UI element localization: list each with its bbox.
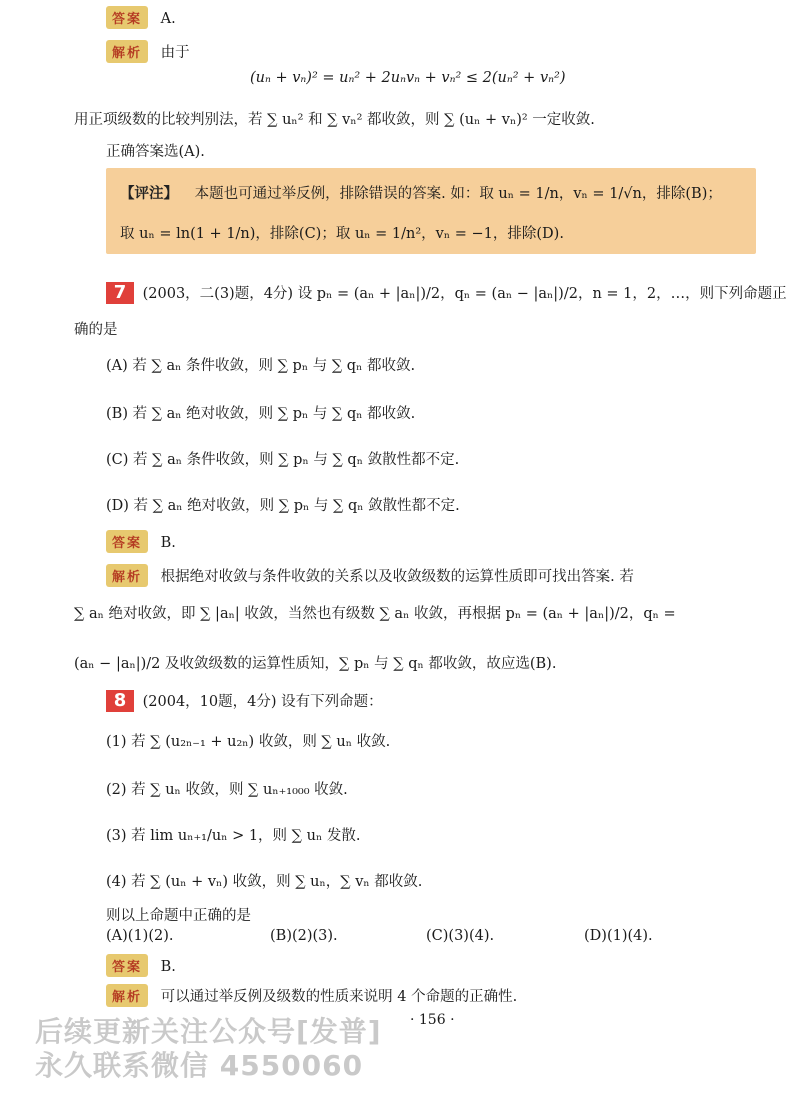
q8-prop-4: (4) 若 ∑ (uₙ + vₙ) 收敛，则 ∑ uₙ，∑ vₙ 都收敛. (106, 874, 423, 890)
note-title: 【评注】 (120, 185, 178, 202)
q7-stem: (2003，二(3)题，4分) 设 pₙ = (aₙ + |aₙ|)/2，qₙ = (aₙ − |aₙ|)/2，n = 1，2，…，则下列命题正 (142, 286, 787, 302)
q8-number: 8 (106, 690, 134, 712)
analysis-conclusion: 正确答案选(A). (106, 144, 205, 160)
q7-stem-line (106, 282, 787, 304)
q8-choice-a: (A)(1)(2). (106, 928, 174, 944)
answer-text: A. (160, 11, 176, 27)
q8-stem-line (106, 690, 383, 712)
q8-prop-1: (1) 若 ∑ (u₂ₙ₋₁ + u₂ₙ) 收敛，则 ∑ uₙ 收敛. (106, 734, 391, 750)
q8-analysis-badge: 解析 (106, 984, 148, 1007)
q8-prop-2: (2) 若 ∑ uₙ 收敛，则 ∑ uₙ₊₁₀₀₀ 收敛. (106, 782, 348, 798)
q7-answer-badge: 答案 (106, 530, 148, 553)
watermark-line-1: 后续更新关注公众号[发普] (35, 1015, 382, 1048)
q7-answer-line (106, 530, 176, 553)
q8-stem: (2004，10题，4分) 设有下列命题： (142, 694, 383, 710)
q8-choice-c: (C)(3)(4). (426, 928, 495, 944)
q7-number: 7 (106, 282, 134, 304)
q8-question: 则以上命题中正确的是 (106, 908, 251, 924)
analysis-intro: 由于 (160, 45, 190, 61)
q7-stem-cont: 确的是 (74, 322, 118, 338)
note-line-1 (120, 182, 722, 203)
q8-analysis-line (106, 984, 517, 1007)
q8-answer-line (106, 954, 176, 977)
q7-analysis-line (106, 564, 634, 587)
note-text-1: 本题也可通过举反例，排除错误的答案. 如：取 uₙ = 1/n，vₙ = 1/√n，排除(B)； (194, 186, 722, 202)
analysis-comparison: 用正项级数的比较判别法，若 ∑ uₙ² 和 ∑ vₙ² 都收敛，则 ∑ (uₙ + vₙ)² 一定收敛. (74, 112, 595, 128)
q8-analysis: 可以通过举反例及级数的性质来说明 4 个命题的正确性. (160, 989, 518, 1005)
q7-analysis-2: ∑ aₙ 绝对收敛，即 ∑ |aₙ| 收敛，当然也有级数 ∑ aₙ 收敛，再根据 pₙ = (aₙ + |aₙ|)/2，qₙ = (74, 606, 676, 622)
q8-answer-badge: 答案 (106, 954, 148, 977)
q7-option-d: (D) 若 ∑ aₙ 绝对收敛，则 ∑ pₙ 与 ∑ qₙ 敛散性都不定. (106, 498, 460, 514)
q7-option-b: (B) 若 ∑ aₙ 绝对收敛，则 ∑ pₙ 与 ∑ qₙ 都收敛. (106, 406, 416, 422)
q7-analysis-badge: 解析 (106, 564, 148, 587)
analysis-badge: 解析 (106, 40, 148, 63)
q8-prop-3: (3) 若 lim uₙ₊₁/uₙ > 1，则 ∑ uₙ 发散. (106, 828, 361, 844)
note-line-2: 取 uₙ = ln(1 + 1/n)，排除(C)；取 uₙ = 1/n²，vₙ = −1，排除(D). (120, 226, 564, 242)
page-number: · 156 · (410, 1012, 455, 1028)
note-box (106, 168, 756, 254)
answer-line (106, 6, 176, 29)
q7-analysis-1: 根据绝对收敛与条件收敛的关系以及收敛级数的运算性质即可找出答案. 若 (160, 569, 634, 585)
q8-answer: B. (160, 959, 176, 975)
q7-option-a: (A) 若 ∑ aₙ 条件收敛，则 ∑ pₙ 与 ∑ qₙ 都收敛. (106, 358, 416, 374)
analysis-formula: (uₙ + vₙ)² = uₙ² + 2uₙvₙ + vₙ² ≤ 2(uₙ² + vₙ²) (250, 70, 566, 86)
q8-choice-d: (D)(1)(4). (584, 928, 653, 944)
answer-badge: 答案 (106, 6, 148, 29)
q8-choice-b: (B)(2)(3). (270, 928, 338, 944)
q7-analysis-3: (aₙ − |aₙ|)/2 及收敛级数的运算性质知，∑ pₙ 与 ∑ qₙ 都收敛，故应选(B). (74, 656, 557, 672)
watermark-line-2: 永久联系微信 4550060 (35, 1049, 364, 1082)
q7-answer: B. (160, 535, 176, 551)
q7-option-c: (C) 若 ∑ aₙ 条件收敛，则 ∑ pₙ 与 ∑ qₙ 敛散性都不定. (106, 452, 460, 468)
analysis-line (106, 40, 190, 63)
